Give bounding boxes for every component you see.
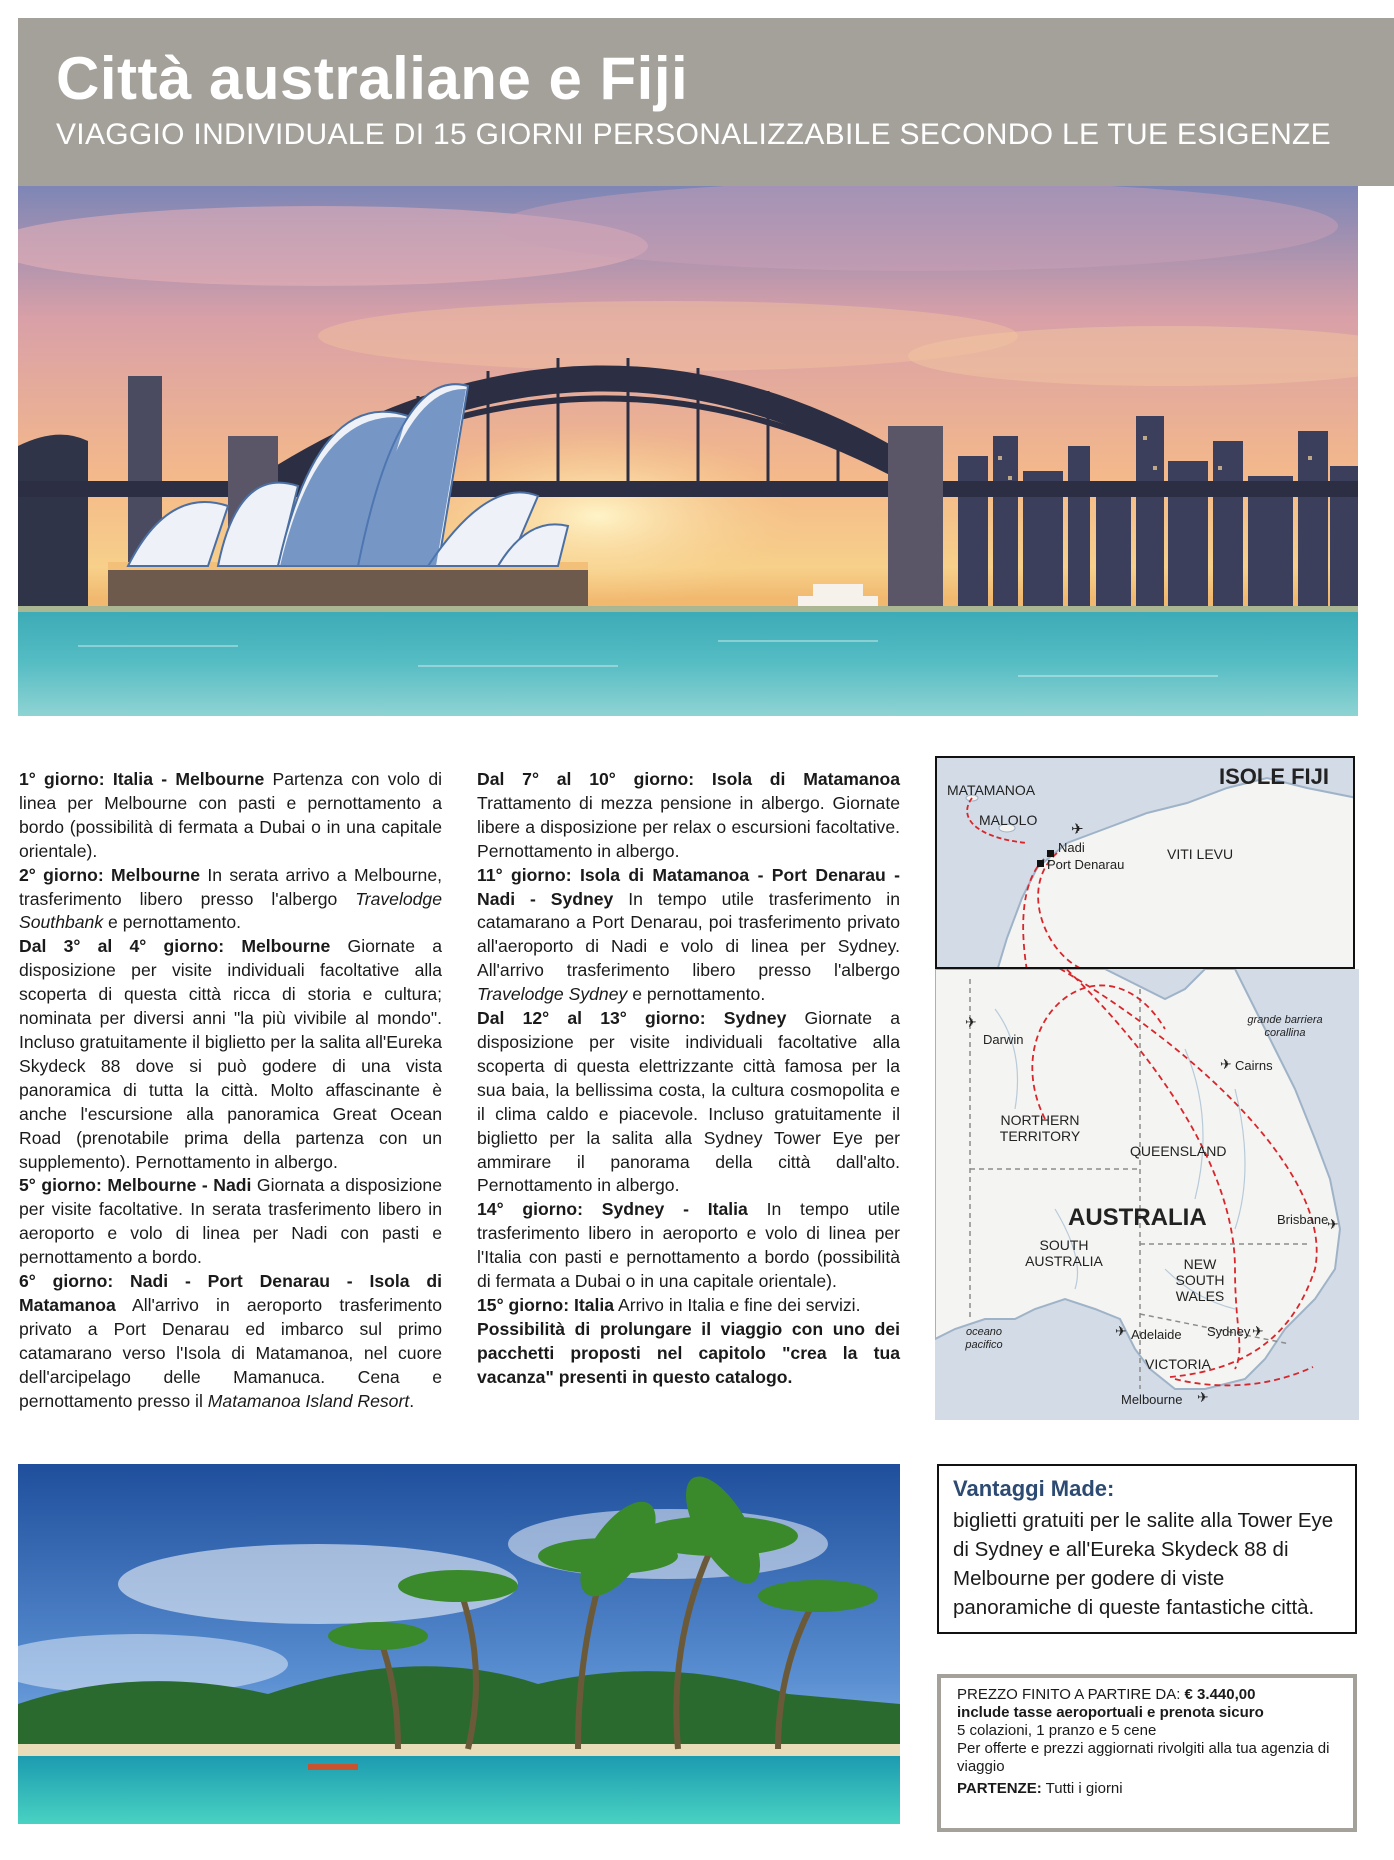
day-heading: Dal 7° al 10° giorno: Isola di Matamanoa [477, 769, 900, 789]
page-title: Città australiane e Fiji [56, 45, 689, 112]
day-text: In tempo utile trasferimento libero in aeroporto e volo di linea per l'Italia con pasti e pernottamento a bordo (possibilità di fermata a Dubai o in una capitale orientale). [477, 1199, 901, 1292]
departures-label: PARTENZE: [957, 1780, 1042, 1797]
vantaggi-box [937, 1464, 1357, 1634]
map-label-port-denarau: Port Denarau [1047, 857, 1125, 872]
itinerary-day [19, 935, 442, 1174]
price-includes [957, 1704, 1337, 1722]
day-text: Giornata a disposizione per visite facoltative. In serata trasferimento libero in aeroporto e volo di linea per Nadi con pasti e pernottamento a bordo. [19, 1175, 442, 1268]
day-text: In serata arrivo a Melbourne, trasferimento libero presso l'albergo [19, 864, 442, 909]
itinerary-day [477, 1007, 900, 1198]
itinerary-day [19, 1174, 442, 1270]
map-label-south-australia: SOUTH AUSTRALIA [1025, 1237, 1103, 1269]
itinerary-day [477, 1198, 900, 1294]
day-heading: 11° giorno: Isola di Matamanoa - Port Denarau - Nadi - Sydney [477, 864, 900, 909]
hotel-name: Travelodge Sydney [477, 984, 628, 1005]
header-band [18, 18, 1394, 186]
price-line [957, 1686, 1337, 1704]
map-label-malolo: MALOLO [979, 812, 1038, 828]
map-label-adelaide: Adelaide [1131, 1327, 1182, 1342]
nadi-marker [1047, 850, 1054, 857]
map-label-nadi: Nadi [1058, 840, 1085, 855]
departures-value: Tutti i giorni [1045, 1780, 1123, 1797]
day-text: e pernottamento. [632, 984, 766, 1005]
map-label-ocean: oceano pacifico [965, 1326, 1003, 1351]
route-map [935, 756, 1359, 1420]
map-label-queensland: QUEENSLAND [1130, 1143, 1227, 1159]
map-label-cairns: Cairns [1235, 1058, 1273, 1073]
day-heading: 14° giorno: Sydney - Italia [477, 1199, 748, 1220]
map-label-fiji: ISOLE FIJI [1219, 764, 1330, 789]
map-label-viti-levu: VITI LEVU [1167, 846, 1234, 862]
day-text: e pernottamento. [108, 912, 242, 933]
map-label-brisbane: Brisbane [1277, 1212, 1329, 1227]
itinerary-day [19, 864, 442, 936]
itinerary-day [19, 768, 442, 864]
price-value: € 3.440,00 [1184, 1686, 1256, 1703]
map-label-matamanoa: MATAMANOA [947, 782, 1036, 798]
price-offers: Per offerte e prezzi aggiornati rivolgiti alla tua agenzia di viaggio [957, 1740, 1330, 1775]
day-text: In tempo utile trasferimento in catamarano a Port Denarau, poi trasferimento privato all'aeroporto di Nadi e volo di linea per Sydney. All'arrivo trasferimento libero presso l'albergo [477, 888, 900, 981]
day-text: Giornate a disposizione per visite individuali facoltative alla scoperta di questa città ricca di storia e cultura; nominata per diversi anni "la più vivibile al mondo". Incluso gratuitamente il biglietto per la salita all'Eureka Skydeck 88 dove si può godere di una vista panoramica di tutta la città. Molto affascinante è anche l'escursione alla panoramica Great Ocean Road (prenotabile prima della partenza con un supplemento). Pernottamento in albergo. [19, 936, 442, 1172]
day-heading: 1° giorno: Italia - Melbourne [19, 769, 265, 789]
price-label: PREZZO FINITO A PARTIRE DA: [957, 1686, 1181, 1703]
map-label-australia: AUSTRALIA [1068, 1204, 1207, 1231]
day-text: Partenza con volo di linea per Melbourne con pasti e pernottamento a bordo (possibilità di fermata a Dubai o in una capitale orientale). [19, 769, 443, 861]
map-label-northern-territory: NORTHERN TERRITORY [999, 1112, 1081, 1144]
port-denarau-marker [1037, 860, 1044, 867]
map-label-victoria: VICTORIA [1145, 1356, 1211, 1372]
itinerary-day [477, 768, 900, 864]
price-box [937, 1674, 1357, 1832]
price-includes-text: include tasse aeroportuali e prenota sicuro [957, 1704, 1264, 1721]
airport-icon: ✈ [1115, 1323, 1127, 1339]
day-heading: 6° giorno: Nadi - Port Denarau - Isola di Matamanoa [19, 1271, 442, 1315]
hotel-name: Matamanoa Island Resort [207, 1390, 410, 1411]
itinerary-day [19, 1270, 442, 1413]
map-label-darwin: Darwin [983, 1032, 1024, 1047]
map-label-nsw: NEW SOUTH WALES [1175, 1256, 1225, 1304]
beach-photo-fiji [18, 1464, 900, 1824]
airport-icon: ✈ [1252, 1323, 1264, 1339]
itinerary-column-1 [19, 768, 442, 1413]
day-heading: Dal 3° al 4° giorno: Melbourne [19, 936, 331, 957]
hero-photo-sydney [18, 186, 1358, 716]
itinerary-day [477, 1294, 900, 1318]
day-heading: Dal 12° al 13° giorno: Sydney [477, 1008, 787, 1029]
itinerary-column-2 [477, 768, 900, 1390]
airport-icon: ✈ [1220, 1056, 1232, 1072]
airport-icon: ✈ [965, 1014, 977, 1030]
airport-icon: ✈ [1071, 821, 1084, 838]
day-text: Trattamento di mezza pensione in albergo. Giornate libere a disposizione per relax o escursioni facoltative. Pernottamento in albergo. [477, 792, 900, 861]
day-heading: 2° giorno: Melbourne [19, 864, 200, 885]
extension-promo: Possibilità di prolungare il viaggio con uno dei pacchetti proposti nel capitolo "crea la tua vacanza" presenti in questo catalogo. [477, 1318, 900, 1387]
departures-line [957, 1780, 1337, 1798]
day-heading: 15° giorno: Italia [477, 1294, 615, 1315]
day-heading: 5° giorno: Melbourne - Nadi [19, 1175, 252, 1196]
day-text: Arrivo in Italia e fine dei servizi. [617, 1294, 861, 1315]
airport-icon: ✈ [1327, 1216, 1339, 1232]
page-subtitle: VIAGGIO INDIVIDUALE DI 15 GIORNI PERSONALIZZABILE SECONDO LE TUE ESIGENZE [56, 118, 1331, 151]
airport-icon: ✈ [1197, 1389, 1209, 1405]
itinerary-day [477, 864, 900, 1007]
day-text: Giornate a disposizione per visite individuali facoltative alla scoperta di questa elettrizzante città famosa per la sua baia, la bellissima costa, la cultura cosmopolita e il clima caldo e piacevole. Incluso gratuitamente il biglietto per la salita alla Sydney Tower Eye per ammirare il panorama della città dall'alto. Pernottamento in albergo. [477, 1008, 900, 1196]
day-text: . [409, 1390, 415, 1411]
map-label-melbourne: Melbourne [1121, 1392, 1183, 1407]
hotel-name: Travelodge Southbank [19, 888, 442, 933]
sydney-harbour-illustration [18, 186, 1358, 716]
vantaggi-text: biglietti gratuiti per le salite alla Tower Eye di Sydney e all'Eureka Skydeck 88 di Melbourne per godere di viste panoramiche di queste fantastiche città. [953, 1509, 1334, 1619]
tropical-beach-illustration [18, 1464, 900, 1824]
fiji-inset-map [935, 756, 1355, 969]
map-label-reef: grande barriera corallina [1247, 1014, 1323, 1039]
vantaggi-title: Vantaggi Made: [953, 1476, 1115, 1501]
day-text: All'arrivo in aeroporto trasferimento privato a Port Denarau ed imbarco sul primo catamarano verso l'Isola di Matamanoa, nel cuore dell'arcipelago delle Mamanuca. Cena e pernottamento presso il [19, 1294, 443, 1411]
map-label-sydney: Sydney [1207, 1324, 1251, 1339]
price-meals: 5 colazioni, 1 pranzo e 5 cene [957, 1722, 1157, 1739]
